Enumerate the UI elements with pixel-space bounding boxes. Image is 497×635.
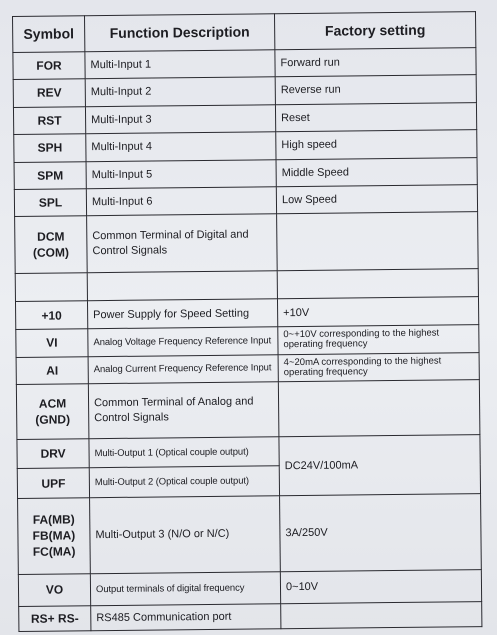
factory-cell: Forward run: [275, 48, 476, 78]
symbol-cell: AI: [16, 356, 88, 384]
function-cell: Output terminals of digital frequency: [90, 572, 280, 606]
symbol-cell: SPH: [14, 134, 86, 162]
factory-cell: +10V: [277, 296, 478, 327]
function-cell: Multi-Output 1 (Optical couple output): [89, 437, 279, 469]
function-cell: Multi-Input 4: [86, 132, 276, 161]
symbol-cell: VI: [16, 329, 88, 357]
function-cell: Multi-Input 2: [85, 77, 275, 106]
factory-cell: DC24V/100mA: [279, 435, 481, 496]
symbol-cell: [18, 498, 91, 575]
table-row: [18, 570, 481, 606]
factory-cell: Middle Speed: [276, 157, 477, 187]
factory-cell: [277, 212, 479, 271]
factory-line: operating frequency: [283, 338, 368, 351]
function-cell: Analog Voltage Frequency Reference Input: [88, 327, 278, 356]
header-factory-setting: Factory setting: [274, 12, 475, 50]
factory-cell: [278, 352, 479, 382]
factory-line: operating frequency: [283, 366, 368, 379]
symbol-cell: [16, 384, 89, 440]
symbol-cell: VO: [18, 574, 90, 606]
function-line: Common Terminal of Analog and: [93, 395, 254, 410]
header-symbol: Symbol: [13, 16, 85, 53]
function-cell: Multi-Output 2 (Optical couple output): [89, 466, 279, 498]
factory-cell: 3A/250V: [280, 494, 482, 572]
symbol-cell: RST: [13, 106, 85, 134]
function-line: Control Signals: [92, 244, 168, 258]
symbol-line: FB(MA): [32, 528, 76, 544]
factory-cell: Reverse run: [275, 75, 476, 105]
table-row: [16, 380, 480, 440]
symbol-line: FA(MB): [32, 512, 75, 528]
factory-line: 4~20mA corresponding to the highest: [283, 355, 442, 369]
symbol-line: DCM: [37, 229, 65, 245]
symbol-line: FC(MA): [32, 544, 76, 560]
factory-cell: 0~10V: [280, 570, 481, 604]
function-cell: [88, 382, 279, 439]
table-row: [17, 435, 480, 469]
factory-cell: Reset: [275, 102, 476, 132]
function-cell: Multi-Input 5: [86, 159, 276, 188]
factory-cell: [281, 601, 482, 629]
factory-line: 0~+10V corresponding to the highest: [283, 327, 440, 341]
symbol-line: (COM): [32, 245, 70, 261]
empty-cell: [87, 271, 277, 300]
symbol-cell: SPM: [14, 161, 86, 189]
function-cell: Analog Current Frequency Reference Input: [88, 354, 278, 383]
symbol-cell: REV: [13, 79, 85, 107]
empty-cell: [277, 269, 478, 299]
table-header-row: [13, 12, 476, 53]
symbol-cell: RS+ RS-: [19, 605, 91, 631]
terminal-function-table: [12, 11, 482, 632]
function-cell: Power Supply for Speed Setting: [87, 299, 277, 329]
empty-cell: [15, 273, 87, 301]
function-cell: RS485 Communication port: [91, 603, 281, 630]
factory-cell: [278, 325, 479, 355]
function-cell: Multi-Input 3: [85, 104, 275, 133]
function-cell: [87, 214, 278, 273]
symbol-cell: [15, 216, 88, 274]
function-line: Control Signals: [94, 411, 169, 425]
table-row: [15, 212, 479, 274]
table-row: [18, 494, 482, 575]
factory-cell: [278, 380, 480, 437]
function-cell: Multi-Input 1: [85, 50, 275, 79]
symbol-cell: UPF: [17, 468, 89, 498]
symbol-cell: FOR: [13, 52, 85, 80]
symbol-cell: +10: [15, 300, 87, 329]
factory-cell: High speed: [276, 130, 477, 160]
table-row: [19, 601, 482, 631]
function-cell: Multi-Output 3 (N/O or N/C): [90, 496, 281, 574]
function-line: Common Terminal of Digital and: [92, 228, 249, 243]
factory-cell: Low Speed: [276, 185, 477, 215]
symbol-line: (GND): [35, 412, 71, 427]
symbol-cell: DRV: [17, 439, 89, 469]
function-cell: Multi-Input 6: [86, 187, 276, 216]
symbol-cell: SPL: [14, 189, 86, 217]
header-function-description: Function Description: [85, 14, 275, 52]
symbol-line: ACM: [38, 396, 67, 411]
